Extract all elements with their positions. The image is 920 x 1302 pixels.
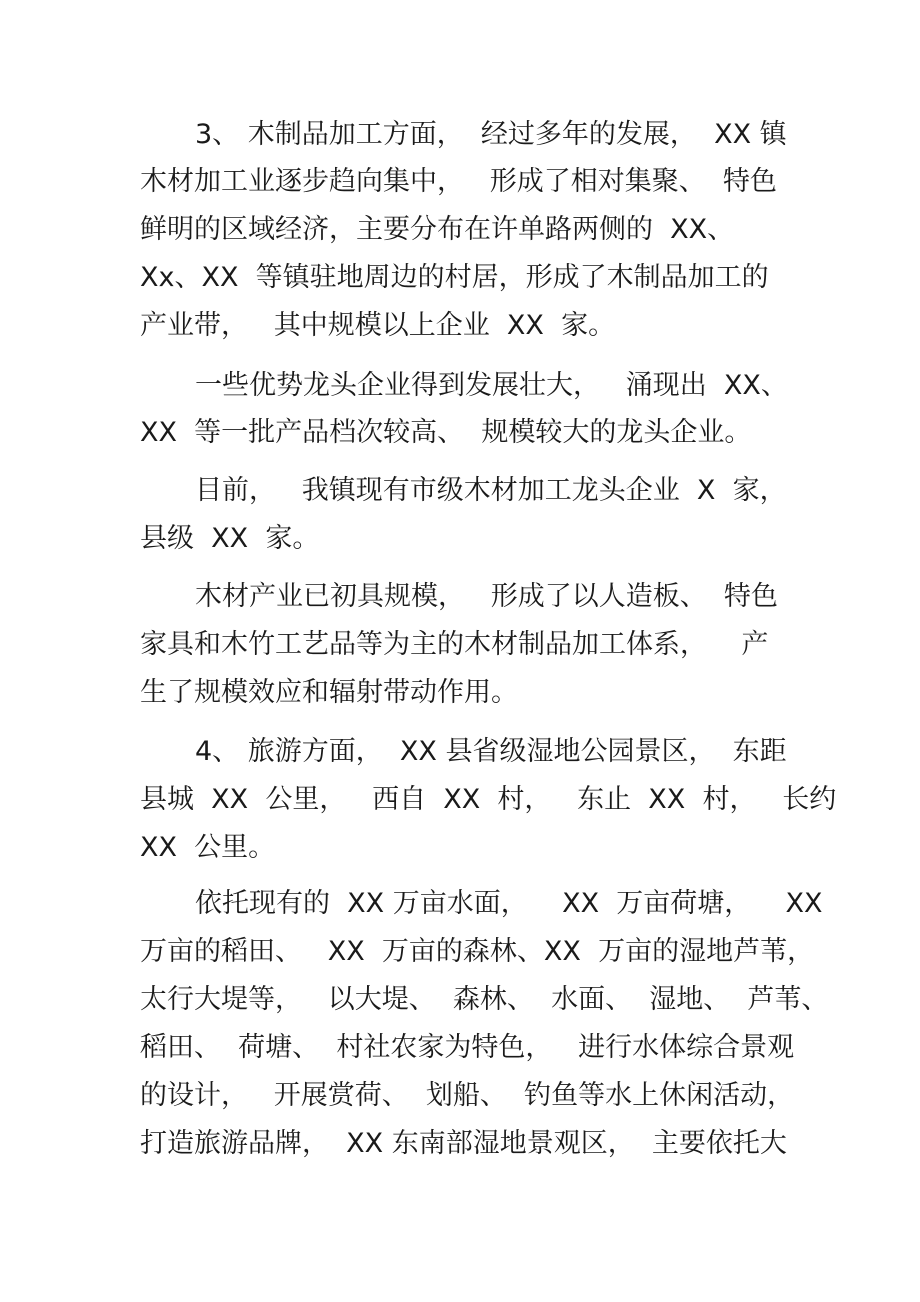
paragraph-1-line-1: 3、 木制品加工方面， 经过多年的发展， XX 镇 [195, 119, 787, 150]
paragraph-3-line-1: 目前， 我镇现有市级木材加工龙头企业 X 家， [195, 475, 787, 506]
paragraph-4-line-1: 木材产业已初具规模， 形成了以人造板、 特色 [195, 581, 778, 612]
paragraph-6-line-4: 稻田、 荷塘、 村社农家为特色， 进行水体综合景观 [140, 1032, 795, 1063]
paragraph-1-line-4: Xx、XX 等镇驻地周边的村居，形成了木制品加工的 [140, 262, 769, 293]
paragraph-5-line-1: 4、 旅游方面， XX 县省级湿地公园景区， 东距 [195, 736, 787, 767]
paragraph-1-line-2: 木材加工业逐步趋向集中， 形成了相对集聚、 特色 [140, 166, 777, 197]
paragraph-6-line-3: 太行大堤等， 以大堤、 森林、 水面、 湿地、 芦苇、 [140, 984, 829, 1015]
paragraph-6-line-6: 打造旅游品牌， XX 东南部湿地景观区， 主要依托大 [140, 1128, 787, 1159]
paragraph-3-line-2: 县级 XX 家。 [140, 523, 320, 554]
paragraph-6-line-1: 依托现有的 XX 万亩水面， XX 万亩荷塘， XX [195, 888, 823, 919]
paragraph-5-line-2: 县城 XX 公里， 西自 XX 村， 东止 XX 村， 长约 [140, 784, 837, 815]
paragraph-2-line-2: XX 等一批产品档次较高、 规模较大的龙头企业。 [140, 417, 752, 448]
paragraph-6-line-2: 万亩的稻田、 XX 万亩的森林、XX 万亩的湿地芦苇， [140, 936, 815, 967]
paragraph-4-line-2: 家具和木竹工艺品等为主的木材制品加工体系， 产 [140, 629, 769, 660]
paragraph-5-line-3: XX 公里。 [140, 832, 276, 863]
paragraph-1-line-5: 产业带， 其中规模以上企业 XX 家。 [140, 310, 616, 341]
paragraph-4-line-3: 生了规模效应和辐射带动作用。 [140, 677, 518, 708]
paragraph-1-line-3: 鲜明的区域经济，主要分布在许单路两侧的 XX、 [140, 214, 735, 245]
paragraph-2-line-1: 一些优势龙头企业得到发展壮大， 涌现出 XX、 [195, 370, 788, 401]
paragraph-6-line-5: 的设计， 开展赏荷、 划船、 钓鱼等水上休闲活动， [140, 1080, 795, 1111]
